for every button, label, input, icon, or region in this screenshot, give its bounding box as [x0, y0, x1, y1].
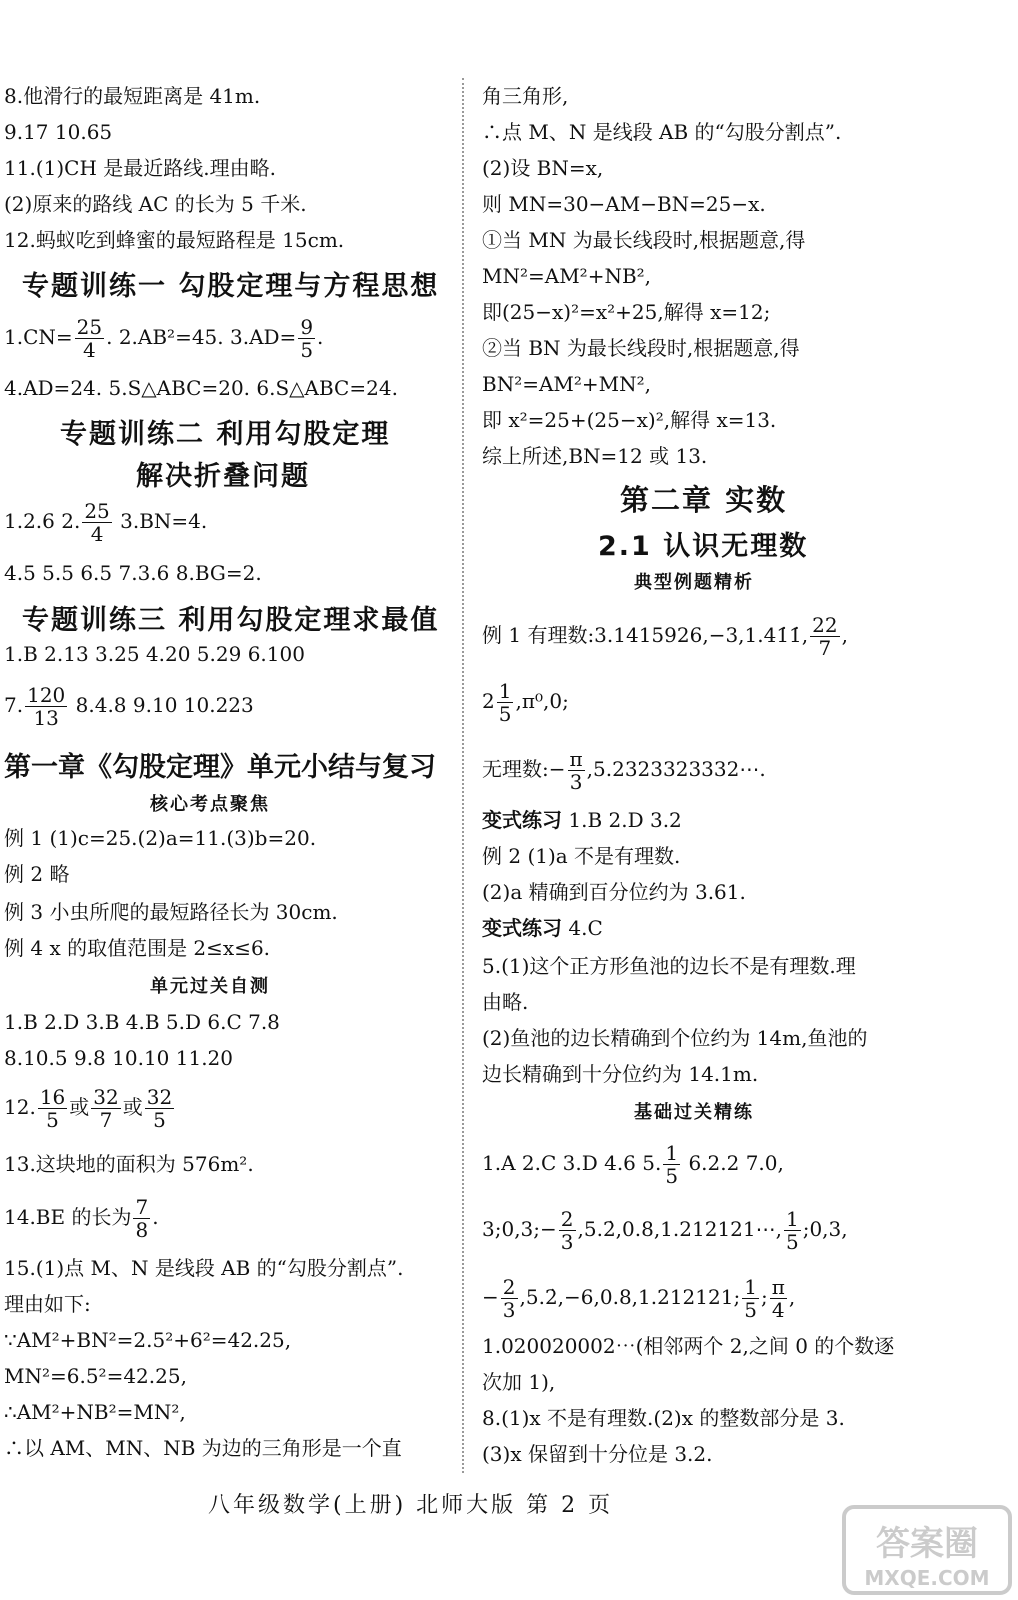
numerator: 2: [502, 1275, 516, 1299]
text: ;: [760, 1285, 768, 1309]
answer-11-2: (2)原来的路线 AC 的长为 5 千米.: [4, 192, 307, 216]
text: 或: [69, 1095, 90, 1119]
text: 例 1 有理数:3.1415926,−3,1.41̇1̇,: [482, 623, 809, 647]
denominator: 3: [560, 1230, 574, 1254]
svg-text:MXQE.COM: MXQE.COM: [864, 1566, 990, 1590]
text: 7.: [4, 693, 24, 717]
column-divider: [462, 78, 464, 1473]
answer-9-10: 9.17 10.65: [4, 120, 113, 144]
unit-test-15-step-1: ∵AM²+BN²=2.5²+6²=42.25,: [4, 1328, 292, 1352]
problem-5-d: 边长精确到十分位约为 14.1m.: [482, 1062, 759, 1086]
basic-line-3: [482, 1276, 795, 1321]
numerator: 9: [300, 315, 314, 339]
unit-test-14: [4, 1196, 159, 1241]
example-2: 例 2 (1)a 不是有理数.: [482, 844, 681, 868]
training-1-line-2: 4.AD=24. 5.S△ABC=20. 6.S△ABC=24.: [4, 376, 398, 400]
solution-line-5: ①当 MN 为最长线段时,根据题意,得: [482, 228, 806, 252]
subheading-basic-practice: 基础过关精练: [634, 1102, 754, 1123]
unit-test-15-step-3: ∴AM²+NB²=MN²,: [4, 1400, 186, 1424]
heading-training-1: 专题训练一 勾股定理与方程思想: [22, 271, 440, 302]
text: ;0,3,: [802, 1217, 848, 1241]
basic-line-6: 8.(1)x 不是有理数.(2)x 的整数部分是 3.: [482, 1406, 845, 1430]
denominator: 7: [818, 636, 832, 660]
solution-line-11: 综上所述,BN=12 或 13.: [482, 444, 708, 468]
fraction: [497, 680, 514, 725]
text: 2: [482, 689, 495, 713]
numerator: 16: [39, 1085, 66, 1109]
unit-test-15: 15.(1)点 M、N 是线段 AB 的“勾股分割点”.: [4, 1256, 404, 1280]
unit-test-13: 13.这块地的面积为 576m².: [4, 1152, 254, 1176]
solution-line-7: 即(25−x)²=x²+25,解得 x=12;: [482, 300, 771, 324]
text: −: [482, 1285, 499, 1309]
heading-training-2-sub: 解决折叠问题: [136, 461, 310, 492]
numerator: 32: [146, 1085, 173, 1109]
basic-line-5: 次加 1),: [482, 1370, 556, 1394]
problem-5-b: 由略.: [482, 990, 529, 1014]
unit-test-15-reason: 理由如下:: [4, 1292, 91, 1316]
fraction: [663, 1142, 680, 1187]
svg-text:答案圈: 答案圈: [876, 1524, 978, 1564]
denominator: 4: [83, 338, 96, 362]
fraction: [75, 316, 104, 361]
denominator: 5: [744, 1298, 757, 1322]
solution-line-3: (2)设 BN=x,: [482, 156, 604, 180]
text: 1.CN=: [4, 325, 73, 349]
training-1-line-1: [4, 316, 323, 361]
section-2-1-title: 2.1 认识无理数: [598, 531, 809, 562]
fraction: [784, 1208, 801, 1253]
page-footer: 八年级数学(上册) 北师大版 第 2 页: [208, 1493, 614, 1518]
text: .: [317, 325, 324, 349]
denominator: 5: [665, 1164, 679, 1188]
fraction: [810, 614, 839, 659]
text: 或: [122, 1095, 143, 1119]
example-2: 例 2 略: [4, 862, 70, 886]
numerator: 120: [27, 683, 66, 707]
answer-12: 12.蚂蚁吃到蜂蜜的最短路程是 15cm.: [4, 228, 345, 252]
subheading-unit-test: 单元过关自测: [150, 976, 270, 997]
example-3: 例 3 小虫所爬的最短路径长为 30cm.: [4, 900, 338, 924]
text: 12.: [4, 1095, 36, 1119]
numerator: 25: [76, 315, 103, 339]
training-2-line-2: 4.5 5.5 6.5 7.3.6 8.BG=2.: [4, 561, 262, 585]
example-2-b: (2)a 精确到百分位约为 3.61.: [482, 880, 746, 904]
numerator: 2: [560, 1207, 574, 1231]
solution-line-9: BN²=AM²+MN²,: [482, 372, 652, 396]
unit-test-line-2: 8.10.5 9.8 10.10 11.20: [4, 1046, 234, 1070]
basic-line-1: [482, 1142, 784, 1187]
fraction: [559, 1208, 576, 1253]
denominator: 8: [135, 1218, 149, 1242]
subheading-typical-examples: 典型例题精析: [634, 572, 754, 593]
chapter-2-title: 第二章 实数: [620, 483, 788, 517]
solution-line-10: 即 x²=25+(25−x)²,解得 x=13.: [482, 408, 777, 432]
text: . 2.AB²=45. 3.AD=: [106, 325, 297, 349]
unit-test-line-1: 1.B 2.D 3.B 4.B 5.D 6.C 7.8: [4, 1010, 280, 1034]
label: 变式练习: [482, 808, 562, 832]
example-4: 例 4 x 的取值范围是 2≤x≤6.: [4, 936, 271, 960]
answer-11-1: 11.(1)CH 是最近路线.理由略.: [4, 156, 276, 180]
denominator: 3: [569, 770, 583, 794]
unit-test-line-3: [4, 1086, 176, 1131]
fraction: [91, 1086, 120, 1131]
training-3-line-1: 1.B 2.13 3.25 4.20 5.29 6.100: [4, 642, 305, 666]
fraction: [133, 1196, 150, 1241]
subheading-key-points: 核心考点聚焦: [150, 794, 270, 815]
text: 6.2.2 7.0,: [682, 1151, 784, 1175]
fraction: [145, 1086, 174, 1131]
text: 3.BN=4.: [113, 509, 208, 533]
label: 变式练习: [482, 916, 562, 940]
numerator: 25: [84, 499, 110, 523]
text: 14.BE 的长为: [4, 1205, 132, 1229]
denominator: 5: [498, 702, 512, 726]
example-1-rational-cont: [482, 680, 569, 725]
denominator: 5: [46, 1108, 59, 1132]
variant-practice-2: [482, 916, 603, 940]
heading-training-3: 专题训练三 利用勾股定理求最值: [22, 605, 440, 636]
numerator: 1: [665, 1141, 679, 1165]
text: .: [152, 1205, 159, 1229]
basic-line-7: (3)x 保留到十分位是 3.2.: [482, 1442, 713, 1466]
fraction: [25, 684, 67, 729]
numerator: 1: [785, 1207, 799, 1231]
basic-line-4: 1.020020002⋯(相邻两个 2,之间 0 的个数逐: [482, 1334, 895, 1358]
denominator: 5: [153, 1108, 166, 1132]
unit-test-15-step-2: MN²=6.5²=42.25,: [4, 1364, 187, 1388]
example-1: 例 1 (1)c=25.(2)a=11.(3)b=20.: [4, 826, 317, 850]
text: ,5.2323323332⋯.: [586, 757, 766, 781]
text: 1.A 2.C 3.D 4.6 5.: [482, 1151, 662, 1175]
fraction: [501, 1276, 518, 1321]
numerator: 32: [93, 1085, 119, 1109]
text: ,: [841, 623, 848, 647]
fraction: [770, 1276, 787, 1321]
denominator: 5: [785, 1230, 799, 1254]
training-2-line-1: [4, 500, 207, 545]
denominator: 3: [502, 1298, 516, 1322]
watermark-logo: [842, 1505, 1012, 1595]
text: ,: [788, 1285, 796, 1309]
fraction: [742, 1276, 759, 1321]
numerator: π: [771, 1275, 785, 1299]
denominator: 4: [90, 522, 104, 546]
numerator: 1: [498, 679, 512, 703]
fraction: [568, 748, 585, 793]
fraction: [298, 316, 315, 361]
variant-practice-1: [482, 808, 682, 832]
solution-line-6: MN²=AM²+NB²,: [482, 264, 652, 288]
text: 无理数:−: [482, 757, 566, 781]
fraction: [38, 1086, 67, 1131]
solution-line-4: 则 MN=30−AM−BN=25−x.: [482, 192, 766, 216]
numerator: π: [569, 747, 583, 771]
example-1-rational: [482, 614, 848, 659]
numerator: 1: [744, 1275, 757, 1299]
answer-8: 8.他滑行的最短距离是 41m.: [4, 84, 261, 108]
heading-chapter-1-review: 第一章《勾股定理》单元小结与复习: [4, 752, 436, 783]
text: ,5.2̇,−6,0.8,1.212121;: [519, 1285, 741, 1309]
unit-test-15-step-4: ∴以 AM、MN、NB 为边的三角形是一个直: [4, 1436, 402, 1460]
denominator: 5: [300, 338, 314, 362]
denominator: 13: [33, 706, 59, 730]
text: 1.2.6 2.: [4, 509, 81, 533]
text: 3;0,3;−: [482, 1217, 557, 1241]
solution-line-2: ∴点 M、N 是线段 AB 的“勾股分割点”.: [482, 120, 842, 144]
text: ,5.2̇,0.8,1.212121⋯,: [577, 1217, 782, 1241]
problem-5-a: 5.(1)这个正方形鱼池的边长不是有理数.理: [482, 954, 856, 978]
heading-training-2: 专题训练二 利用勾股定理: [60, 419, 391, 450]
basic-line-2: [482, 1208, 848, 1253]
text: 1.B 2.D 3.2: [562, 808, 682, 832]
numerator: 22: [812, 613, 838, 637]
problem-5-c: (2)鱼池的边长精确到个位约为 14m,鱼池的: [482, 1026, 868, 1050]
denominator: 4: [771, 1298, 785, 1322]
denominator: 7: [99, 1108, 113, 1132]
training-3-line-2: [4, 684, 254, 729]
text: 4.C: [562, 916, 603, 940]
solution-line-8: ②当 BN 为最长线段时,根据题意,得: [482, 336, 800, 360]
numerator: 7: [135, 1195, 149, 1219]
example-1-irrational: [482, 748, 766, 793]
text: ,π⁰,0;: [515, 689, 569, 713]
fraction: [82, 500, 111, 545]
text: 8.4.8 9.10 10.223: [69, 693, 254, 717]
solution-line-1: 角三角形,: [482, 84, 569, 108]
